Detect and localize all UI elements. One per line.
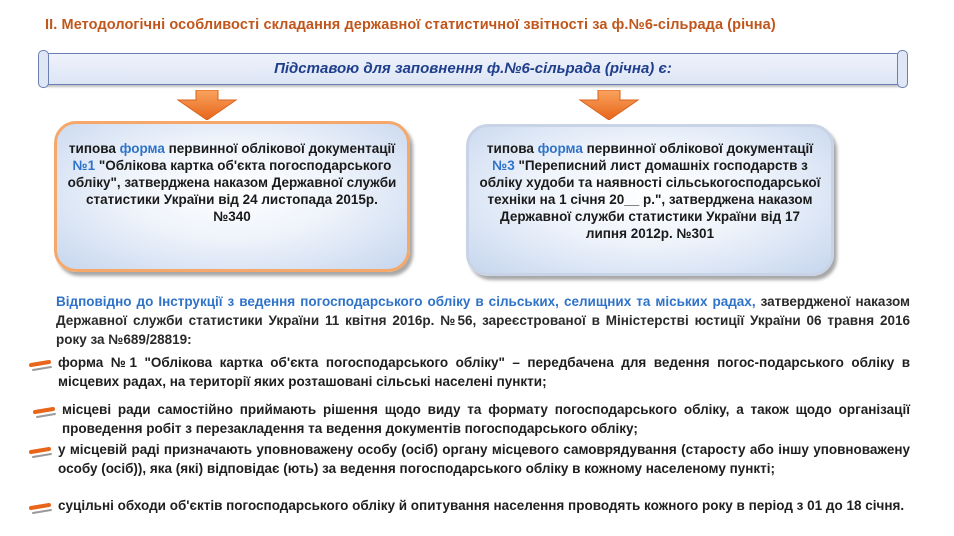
list-item-text: у місцевій раді призначають уповноважену особу (осіб) органу місцевого самоврядування (старосту або іншу уповноважену особу (осіб)), яка (які) відповідає (ють) за ведення погосподарського обліку в кожному населеному пункті; [58, 442, 910, 476]
card-text: типова [486, 141, 538, 156]
card-highlight-form: форма [537, 141, 583, 156]
card-text: первинної облікової документації [582, 141, 814, 156]
card-highlight-form: форма [119, 141, 165, 156]
card-text: "Переписний лист домашніх господарств з обліку худоби та наявності сільськогосподарської техніки на 1 січня 20__ р.", затверджена наказом Державної служби статистики України від 17 липня 2012р. №301 [479, 158, 821, 241]
card-text: первинної облікової документації [164, 141, 396, 156]
card-highlight-number: №3 [492, 158, 515, 173]
list-item-text: місцеві ради самостійно приймають рішення щодо виду та формату погосподарського обліку, а також щодо організації проведення робіт з перезакладення та ведення документів погосподарського обліку; [62, 402, 910, 436]
list-item [58, 496, 910, 515]
list-item [58, 353, 910, 391]
scroll-banner [43, 53, 903, 85]
list-item-text: форма №1 "Облікова картка об'єкта погосподарського обліку" – передбачена для ведення погос-подарського обліку в місцевих радах, на території яких розташовані сільські населені пункти; [58, 355, 910, 389]
form-3-card [466, 124, 834, 276]
down-arrow-icon [176, 90, 238, 120]
card-highlight-number: №1 [72, 158, 96, 173]
card-text: типова [68, 141, 120, 156]
dash-bullet-icon [29, 355, 55, 373]
down-arrow-icon [578, 90, 640, 120]
intro-text: затвердженої наказом Державної служби статистики України 11 квітня 2016р. №56, зареєстрованої в Міністерстві юстиції України 06 травня 2016 року за №689/28819: [56, 294, 910, 347]
page-title: ІІ. Методологічні особливості складання державної статистичної звітності за ф.№6-сільрада (річна) [45, 17, 776, 33]
list-item [58, 440, 910, 478]
form-1-card [54, 121, 410, 272]
dash-bullet-icon [29, 442, 55, 460]
intro-highlight: Відповідно до Інструкції з ведення погосподарського обліку в сільських, селищних та міських радах, [56, 294, 756, 309]
banner-text: Підставою для заповнення ф.№6-сільрада (річна) є: [274, 60, 672, 77]
list-item-text: суцільні обходи об'єктів погосподарського обліку й опитування населення проводять кожного року в період з 01 до 18 січня. [58, 498, 905, 513]
list-item [62, 400, 910, 438]
intro-paragraph [56, 292, 910, 349]
dash-bullet-icon [33, 402, 59, 420]
dash-bullet-icon [29, 498, 55, 516]
card-text: "Облікова картка об'єкта погосподарського обліку", затверджена наказом Державної служби статистики України від 24 листопада 2015р. №340 [67, 158, 397, 224]
